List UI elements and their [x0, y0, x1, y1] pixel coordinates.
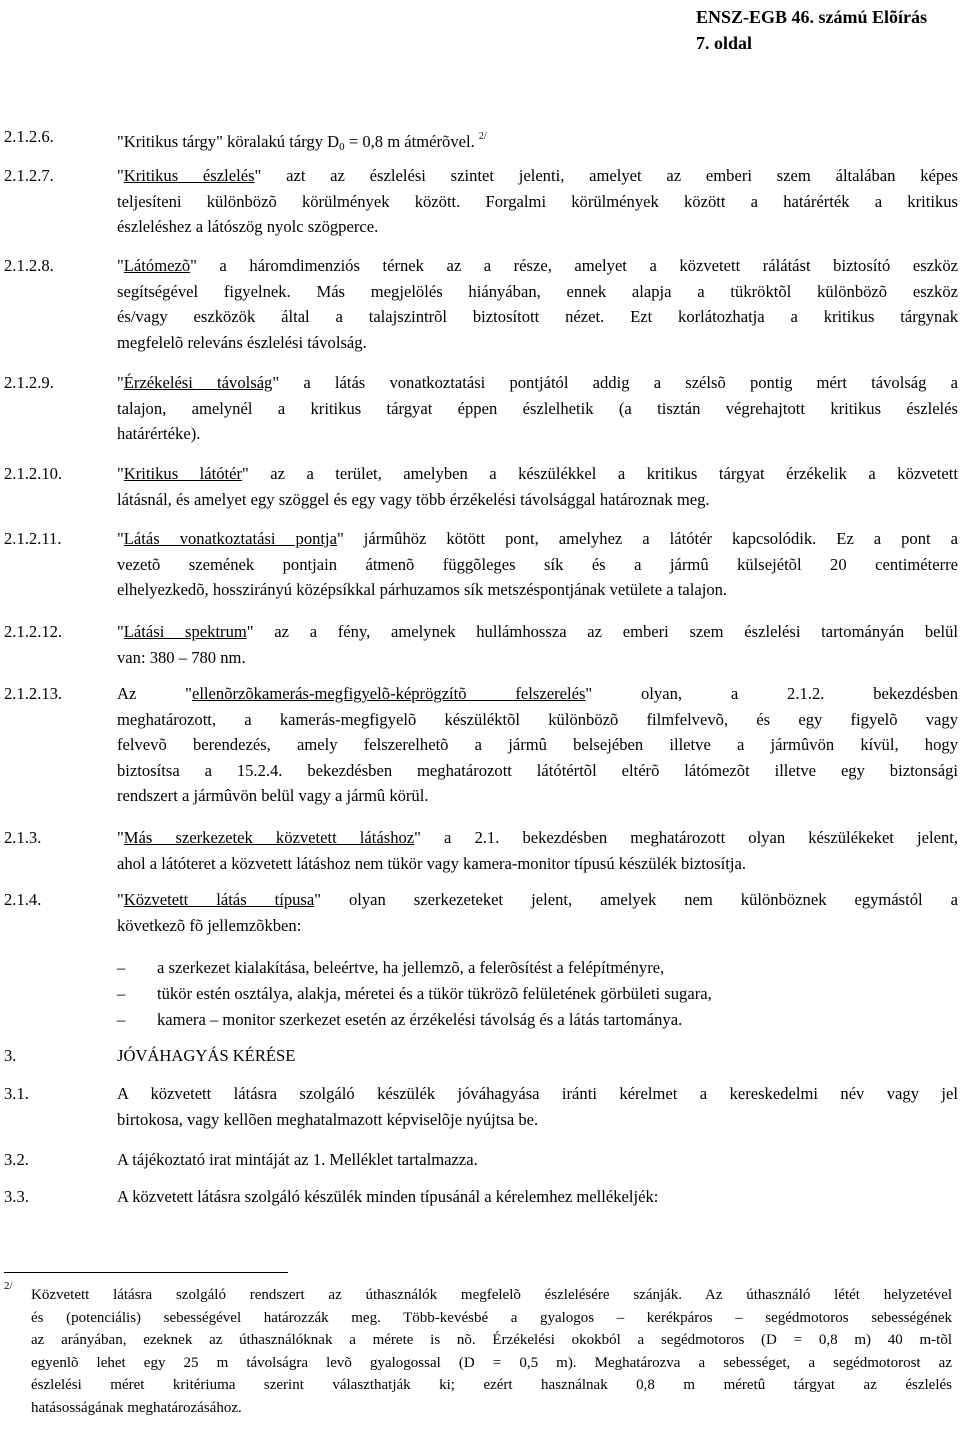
quote-mark: ": [117, 166, 124, 185]
text-line: határértéke).: [117, 424, 201, 444]
text-line: " jármûhöz kötött pont, amelyhez a látótér kapcsolódik. Ez a pont a: [337, 529, 958, 548]
paragraph-number: 2.1.2.12.: [4, 622, 63, 641]
text-line: segítségével figyelnek. Más megjelölés hiányában, ennek alapja a tükröktõl különbözõ eszköz: [117, 281, 958, 301]
text-line: " a látás vonatkoztatási pontjától addig a szélsõ pontig mért távolság a: [272, 373, 958, 392]
list-dash: –: [117, 958, 126, 977]
text-line: következõ fõ jellemzõkben:: [117, 915, 302, 935]
paragraph-number: 3.3.: [4, 1187, 29, 1206]
paragraph-number: 2.1.2.6.: [4, 127, 54, 146]
text-line: rendszert a jármûvön belül vagy a jármû körül.: [117, 786, 429, 806]
footnote-line: egyenlõ lehet egy 25 m távolságra levõ gyalogossal (D = 0,5 m). Meghatározva a sebességet, a segédmotorost az: [31, 1354, 952, 1371]
footnote-line: észlelési méret kritériuma szerint választhatják ki; ezért használnak 0,8 m méretû tárgyat az észlelés: [31, 1377, 952, 1393]
list-dash: –: [117, 984, 126, 1003]
paragraph-body: [117, 124, 958, 161]
paragraph-body: [117, 825, 958, 876]
defined-term: Látás vonatkoztatási pontja: [123, 529, 337, 548]
paragraph-body: [117, 461, 958, 512]
list-item-text: kamera – monitor szerkezet esetén az érzékelési távolság és a látás tartománya.: [157, 1010, 683, 1029]
quote-mark: ": [117, 464, 124, 483]
text-line: elhelyezkedõ, hosszirányú középsíkkal párhuzamos sík metszéspontjának vetülete a talajon.: [117, 580, 728, 600]
text-line: észleléshez a látószög nyolc szögperce.: [117, 217, 379, 237]
text-line: és/vagy eszközök által a talajszintrõl biztosított nézet. Ezt korlátozhatja a kritikus tárgynak: [117, 307, 958, 327]
list-dash: –: [117, 1010, 126, 1029]
section-title: [117, 1043, 958, 1069]
paragraph-number: 2.1.2.10.: [4, 464, 63, 483]
text-line: A közvetett látásra szolgáló készülék minden típusánál a kérelemhez mellékeljék:: [117, 1187, 659, 1206]
text-line: talajon, amelynél a kritikus tárgyat éppen észlelhetik (a tisztán végrehajtott kritikus észlelés: [117, 398, 958, 418]
paragraph-number: 3.1.: [4, 1084, 29, 1103]
text-line: " olyan szerkezeteket jelent, amelyek nem különböznek egymástól a: [314, 890, 958, 909]
footnote-line: az arányában, ezeknek az úthasználóknak a mérete is nõ. Érzékelési okokból a segédmotoros (D = 0,8 m) 40 m-tõl: [31, 1332, 952, 1348]
paragraph-body: [117, 163, 958, 240]
paragraph-number: 3.2.: [4, 1150, 29, 1169]
quote-mark: ": [117, 622, 124, 641]
list-item-text: tükör estén osztálya, alakja, méretei és a tükör tükrözõ felületének görbületi sugara,: [157, 984, 712, 1003]
paragraph-number: 2.1.2.9.: [4, 373, 54, 392]
paragraph-body: [117, 681, 958, 809]
page-number: 7. oldal: [695, 33, 752, 53]
paragraph-number: 2.1.2.7.: [4, 166, 54, 185]
footnote-line: és (potenciális) sebességével határozzák meg. Több-kevésbé a gyalogos – kerékpáros – segédmotoros sebességének: [31, 1309, 952, 1326]
quote-mark: ": [117, 373, 124, 392]
defined-term: Közvetett látás típusa: [123, 890, 315, 909]
text-line: " azt az észlelési szintet jelenti, amelyet az emberi szem általában képes: [254, 166, 959, 185]
paragraph-body: [117, 370, 958, 447]
quote-mark: Az ": [117, 684, 192, 703]
paragraph-body: [117, 253, 958, 355]
section-title-text: JÓVÁHAGYÁS KÉRÉSE: [117, 1046, 296, 1065]
paragraph-body: [117, 887, 958, 938]
text-line: van: 380 – 780 nm.: [117, 647, 246, 667]
text-line: " a háromdimenziós térnek az a része, amelyet a közvetett rálátást biztosító eszköz: [190, 256, 958, 275]
quote-mark: ": [117, 256, 124, 275]
paragraph-number: 2.1.2.8.: [4, 256, 54, 275]
defined-term: Látómezõ: [123, 256, 191, 275]
document-title: ENSZ-EGB 46. számú Elõírás: [695, 7, 927, 27]
footnote-line: Közvetett látásra szolgáló rendszert az úthasználók megfelelõ észlelésére szánják. Az úthasználó létét helyzetével: [31, 1287, 952, 1303]
paragraph-body: [117, 1184, 958, 1210]
text-line: felvevõ berendezés, amely felszerelhetõ a jármû belsejében illetve a jármûvön kívül, hogy: [117, 735, 958, 755]
footnote-text: [31, 1284, 952, 1419]
section-number: 3.: [4, 1046, 17, 1065]
quote-mark: ": [117, 529, 124, 548]
subscript: 0: [339, 141, 345, 153]
text-line: birtokosa, vagy kellõen meghatalmazott képviselõje nyújtsa be.: [117, 1109, 539, 1129]
text-line: teljesíteni különbözõ körülmények között. Forgalmi körülmények között a határérték a kritikus: [117, 191, 958, 211]
text-line: meghatározott, a kamerás-megfigyelõ készüléktõl különbözõ filmfelvevõ, és egy figyelõ vagy: [117, 709, 958, 729]
text-line: megfelelõ releváns észlelési távolság.: [117, 332, 367, 352]
text-line: " az a fény, amelynek hullámhossza az emberi szem észlelési tartományán belül: [246, 622, 959, 641]
defined-term: Kritikus látótér: [123, 464, 243, 483]
text-line: ahol a látóteret a közvetett látáshoz nem tükör vagy kamera-monitor típusú készülék biztosítja.: [117, 853, 746, 873]
footnote-reference[interactable]: 2/: [478, 131, 487, 142]
definition-text: "Kritikus tárgy" köralakú tárgy D: [117, 132, 340, 151]
text-line: A tájékoztató irat mintáját az 1. Melléklet tartalmazza.: [117, 1150, 478, 1169]
list-item-text: a szerkezet kialakítása, beleértve, ha jellemzõ, a felerõsítést a felépítményre,: [157, 958, 665, 977]
paragraph-number: 2.1.4.: [4, 890, 42, 909]
text-line: A közvetett látásra szolgáló készülék jóváhagyása iránti kérelmet a kereskedelmi név vagy jel: [117, 1084, 958, 1103]
footnote-line: hatásosságának meghatározásához.: [31, 1399, 242, 1416]
paragraph-body: [117, 1081, 958, 1132]
paragraph-body: [117, 1147, 958, 1173]
text-line: biztosítsa a 15.2.4. bekezdésben meghatározott látótértõl eltérõ látómezõt illetve egy biztonsági: [117, 760, 958, 780]
text-line: " olyan, a 2.1.2. bekezdésben: [585, 684, 958, 703]
paragraph-number: 2.1.2.13.: [4, 684, 63, 703]
footnote-mark: 2/: [4, 1280, 13, 1292]
defined-term: Kritikus észlelés: [123, 166, 255, 185]
paragraph-number: 2.1.2.11.: [4, 529, 62, 548]
defined-term: Látási spektrum: [123, 622, 247, 641]
paragraph-body: [117, 526, 958, 603]
defined-term: ellenõrzõkamerás-megfigyelõ-képrögzítõ felszerelés: [191, 684, 586, 703]
text-line: látásnál, és amelyet egy szöggel és egy vagy több érzékelési távolsággal határoznak meg.: [117, 489, 710, 509]
text-line: " a 2.1. bekezdésben meghatározott olyan készülékeket jelent,: [414, 828, 959, 847]
footnote-separator: [4, 1272, 288, 1273]
text-line: vezetõ szemének pontjain átmenõ függõleges sík és a jármû külsejétõl 20 centiméterre: [117, 554, 958, 574]
quote-mark: ": [117, 890, 124, 909]
definition-text-cont: = 0,8 m átmérõvel.: [344, 132, 475, 151]
text-line: " az a terület, amelyben a készülékkel a kritikus tárgyat érzékelik a közvetett: [242, 464, 958, 483]
quote-mark: ": [117, 828, 124, 847]
paragraph-number: 2.1.3.: [4, 828, 42, 847]
page-header: [696, 4, 927, 56]
paragraph-body: [117, 619, 958, 670]
defined-term: Más szerkezetek közvetett látáshoz: [123, 828, 415, 847]
defined-term: Érzékelési távolság: [123, 373, 273, 392]
